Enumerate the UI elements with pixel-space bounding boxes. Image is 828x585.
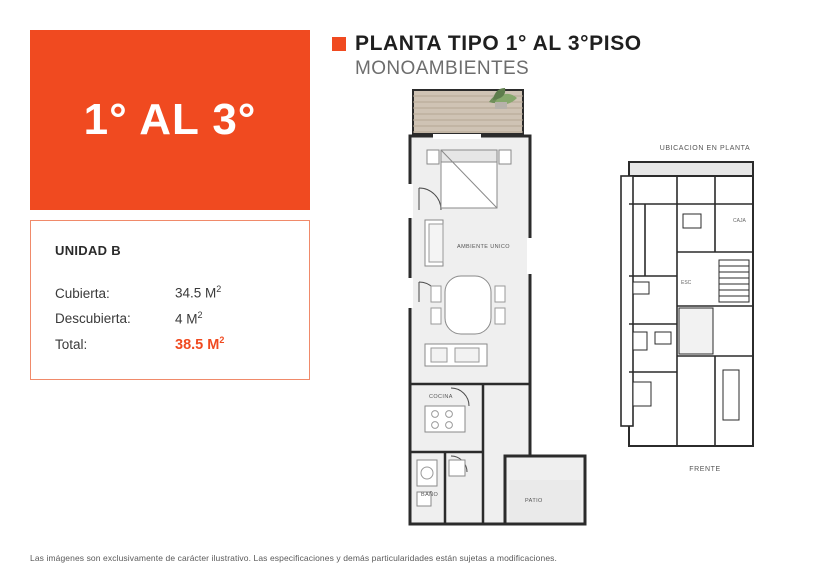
plan-subtitle: MONOAMBIENTES bbox=[355, 58, 530, 79]
key-plan-svg bbox=[615, 156, 795, 456]
stair-symbol bbox=[719, 260, 749, 302]
area-row-total bbox=[55, 335, 285, 353]
area-row-descubierta bbox=[55, 310, 285, 327]
floor-plan bbox=[405, 88, 600, 536]
area-sup-descubierta: 2 bbox=[197, 309, 203, 320]
floor-plan-svg bbox=[405, 88, 600, 536]
area-label-cubierta: Cubierta: bbox=[55, 285, 110, 301]
sofa-furniture bbox=[425, 220, 443, 266]
disclaimer-text: Las imágenes son exclusivamente de carácter ilustrativo. Las especificaciones y demás particularidades están sujetas a modificaciones. bbox=[30, 553, 557, 563]
plan-title: PLANTA TIPO 1° AL 3°PISO bbox=[355, 32, 642, 55]
area-label-descubierta: Descubierta: bbox=[55, 311, 131, 326]
plan-header bbox=[332, 32, 802, 80]
balcony-deck bbox=[413, 88, 523, 134]
area-value-cubierta: 34.5 $M^2$ bbox=[175, 284, 222, 301]
key-plan-label-a: CAJA bbox=[733, 218, 746, 224]
plan-header-title-row bbox=[332, 32, 802, 56]
patio-area bbox=[509, 480, 581, 522]
floor-range-label: 1° AL 3° bbox=[83, 95, 257, 144]
key-plan bbox=[615, 145, 795, 475]
area-label-total: Total: bbox=[55, 336, 88, 352]
highlighted-unit bbox=[679, 308, 713, 354]
unit-title: UNIDAD B bbox=[55, 243, 121, 258]
key-plan-label-b: ESC bbox=[681, 280, 692, 286]
room-label-ambiente: AMBIENTE UNICO bbox=[457, 244, 510, 250]
square-marker-icon bbox=[332, 37, 346, 51]
area-sup-cubierta: 2 bbox=[216, 284, 222, 294]
room-label-cocina: COCINA bbox=[429, 394, 453, 400]
area-row-cubierta bbox=[55, 284, 285, 301]
floor-range-banner bbox=[30, 30, 310, 210]
key-plan-caption-top: UBICACION EN PLANTA bbox=[659, 145, 751, 152]
area-value-descubierta: 4 $M^2$ bbox=[175, 309, 203, 326]
room-label-patio: PATIO bbox=[525, 498, 543, 504]
key-plan-caption-bottom: FRENTE bbox=[689, 466, 721, 473]
unit-info-box bbox=[30, 220, 310, 380]
area-sup-total: 2 bbox=[219, 335, 225, 345]
area-value-total: 38.5 $M^2$ bbox=[175, 335, 225, 353]
room-label-bano: BAÑO bbox=[421, 492, 439, 498]
